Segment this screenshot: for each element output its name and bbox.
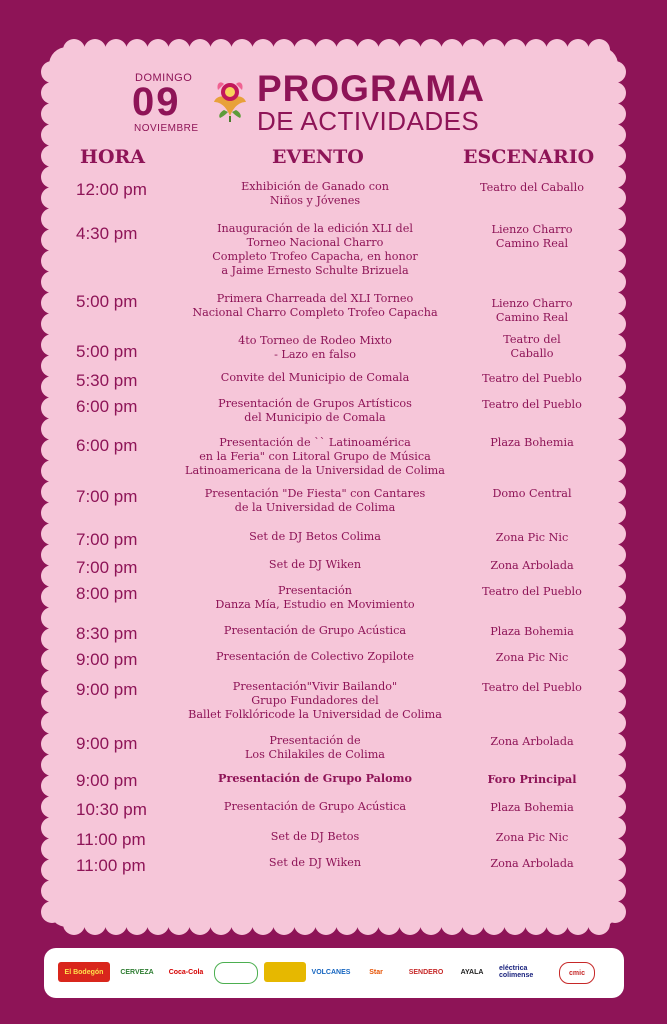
escenario-line: Plaza Bohemia <box>490 801 574 814</box>
escenario-line: Foro Principal <box>487 772 577 786</box>
column-header-escenario: ESCENARIO <box>463 146 595 168</box>
evento-line: Presentación de Grupos Artísticos <box>218 397 412 410</box>
escenario-line: Plaza Bohemia <box>490 436 574 449</box>
evento-line: 4to Torneo de Rodeo Mixto <box>238 334 392 347</box>
evento-cell <box>170 624 460 638</box>
escenario-cell <box>462 181 602 195</box>
month-label: NOVIEMBRE <box>134 123 199 134</box>
evento-line: - Lazo en falso <box>274 348 356 361</box>
escenario-cell <box>462 801 602 815</box>
escenario-line: Teatro del Pueblo <box>482 681 582 694</box>
escenario-line: Domo Central <box>492 487 572 500</box>
escenario-cell <box>462 333 602 361</box>
hora-cell: 9:00 pm <box>76 680 138 699</box>
evento-line: Presentación "De Fiesta" con Cantares <box>204 487 426 500</box>
evento-line: a Jaime Ernesto Schulte Brizuela <box>221 264 409 277</box>
escenario-line: Plaza Bohemia <box>490 625 574 638</box>
hora-cell: 5:30 pm <box>76 371 138 390</box>
escenario-cell <box>462 398 602 412</box>
escenario-line: Teatro del Pueblo <box>482 585 582 598</box>
escenario-line: Zona Arbolada <box>490 857 574 870</box>
hora-cell: 8:30 pm <box>76 624 138 643</box>
hora-cell: 7:00 pm <box>76 487 138 506</box>
evento-cell <box>170 558 460 572</box>
hora-cell: 8:00 pm <box>76 584 138 603</box>
evento-cell <box>170 436 460 478</box>
hora-cell: 5:00 pm <box>76 342 138 361</box>
hora-cell: 4:30 pm <box>76 224 138 243</box>
sponsor-logo <box>264 962 306 982</box>
sponsor-logo: CERVEZA <box>120 968 154 976</box>
hora-cell: 11:00 pm <box>76 830 146 849</box>
evento-line: Grupo Fundadores del <box>251 694 379 707</box>
evento-line: Presentación <box>277 584 352 597</box>
evento-line: Presentación de Grupo Acústica <box>223 624 407 637</box>
hora-cell: 9:00 pm <box>76 771 138 790</box>
hora-cell: 6:00 pm <box>76 436 138 455</box>
evento-cell <box>170 222 460 278</box>
hora-cell: 7:00 pm <box>76 530 138 549</box>
evento-line: Completo Trofeo Capacha, en honor <box>212 250 418 263</box>
flower-icon <box>206 76 254 124</box>
evento-line: Exhibición de Ganado con <box>241 180 389 193</box>
escenario-cell <box>462 223 602 251</box>
evento-line: del Municipio de Comala <box>244 411 386 424</box>
evento-cell <box>170 800 460 814</box>
escenario-cell <box>462 585 602 599</box>
escenario-line: Zona Arbolada <box>490 735 574 748</box>
escenario-line: Zona Arbolada <box>490 559 574 572</box>
evento-line: Los Chilakiles de Colima <box>245 748 385 761</box>
escenario-line: Teatro del <box>503 333 561 346</box>
sponsor-logo: AYALA <box>460 968 484 976</box>
hora-cell: 9:00 pm <box>76 650 138 669</box>
escenario-cell <box>462 857 602 871</box>
escenario-line: Zona Pic Nic <box>495 531 569 544</box>
evento-cell <box>170 734 460 762</box>
evento-cell <box>170 584 460 612</box>
sponsor-logo: eléctrica colimense <box>499 965 534 979</box>
evento-line: Danza Mía, Estudio en Movimiento <box>215 598 415 611</box>
sponsor-logo <box>214 962 258 984</box>
hora-cell: 12:00 pm <box>76 180 147 199</box>
hora-cell: 5:00 pm <box>76 292 138 311</box>
escenario-cell <box>462 372 602 386</box>
evento-line: Set de DJ Wiken <box>268 856 362 869</box>
evento-cell <box>170 487 460 515</box>
evento-cell <box>170 680 460 722</box>
escenario-line: Lienzo Charro <box>491 223 573 236</box>
sponsors-footer <box>44 948 624 998</box>
escenario-cell <box>462 436 602 450</box>
hora-cell: 6:00 pm <box>76 397 138 416</box>
escenario-cell <box>462 772 602 786</box>
evento-line: Presentación de <box>269 734 361 747</box>
escenario-line: Teatro del Pueblo <box>482 398 582 411</box>
weekday-label: DOMINGO <box>135 72 193 84</box>
evento-cell <box>170 856 460 870</box>
sponsor-logo: cmic <box>559 962 595 984</box>
escenario-cell <box>462 681 602 695</box>
escenario-line: Teatro del Caballo <box>480 181 584 194</box>
column-header-evento: EVENTO <box>272 146 364 168</box>
day-number: 09 <box>132 80 181 124</box>
evento-cell <box>170 771 460 785</box>
sponsor-logo: SENDERO <box>408 968 444 976</box>
evento-cell <box>170 334 460 362</box>
evento-line: Ballet Folklóricode la Universidad de Colima <box>188 708 442 721</box>
evento-line: Presentación de Colectivo Zopilote <box>215 650 415 663</box>
escenario-line: Zona Pic Nic <box>495 831 569 844</box>
evento-line: Presentación de Grupo Acústica <box>223 800 407 813</box>
hora-cell: 9:00 pm <box>76 734 138 753</box>
escenario-cell <box>462 487 602 501</box>
escenario-line: Teatro del Pueblo <box>482 372 582 385</box>
escenario-line: Camino Real <box>495 237 569 250</box>
escenario-cell <box>462 831 602 845</box>
escenario-cell <box>462 735 602 749</box>
evento-cell <box>170 830 460 844</box>
escenario-cell <box>462 297 602 325</box>
program-header <box>130 68 550 138</box>
hora-cell: 11:00 pm <box>76 856 146 875</box>
column-header-hora: HORA <box>80 146 146 168</box>
evento-line: Presentación"Vivir Bailando" <box>232 680 398 693</box>
evento-line: Latinoamericana de la Universidad de Colima <box>185 464 445 477</box>
evento-line: Niños y Jóvenes <box>269 194 361 207</box>
page-title: PROGRAMA <box>257 68 485 109</box>
escenario-line: Zona Pic Nic <box>495 651 569 664</box>
escenario-line: Camino Real <box>495 311 569 324</box>
sponsor-logo: El Bodegón <box>58 962 110 982</box>
evento-line: Nacional Charro Completo Trofeo Capacha <box>192 306 438 319</box>
evento-line: Set de DJ Betos <box>270 830 360 843</box>
evento-cell <box>170 371 460 385</box>
evento-line: Set de DJ Wiken <box>268 558 362 571</box>
evento-cell <box>170 180 460 208</box>
evento-line: de la Universidad de Colima <box>234 501 396 514</box>
evento-cell <box>170 530 460 544</box>
evento-line: Torneo Nacional Charro <box>246 236 384 249</box>
evento-line: Primera Charreada del XLI Torneo <box>216 292 414 305</box>
escenario-line: Caballo <box>510 347 554 360</box>
escenario-cell <box>462 531 602 545</box>
hora-cell: 7:00 pm <box>76 558 138 577</box>
evento-line: Set de DJ Betos Colima <box>249 530 381 543</box>
escenario-cell <box>462 625 602 639</box>
evento-line: Convite del Municipio de Comala <box>220 371 410 384</box>
evento-cell <box>170 292 460 320</box>
escenario-cell <box>462 559 602 573</box>
sponsor-logo: Star <box>369 968 383 976</box>
evento-line: Inauguración de la edición XLI del <box>217 222 413 235</box>
sponsor-logo: Coca-Cola <box>168 968 204 976</box>
escenario-line: Lienzo Charro <box>491 297 573 310</box>
sponsor-logo: VOLCANES <box>311 968 351 976</box>
evento-line: en la Feria" con Litoral Grupo de Música <box>199 450 431 463</box>
page-subtitle: DE ACTIVIDADES <box>257 106 480 136</box>
evento-line: Presentación de Grupo Palomo <box>218 771 412 785</box>
escenario-cell <box>462 651 602 665</box>
evento-line: Presentación de `` Latinoamérica <box>219 436 411 449</box>
evento-cell <box>170 650 460 664</box>
evento-cell <box>170 397 460 425</box>
hora-cell: 10:30 pm <box>76 800 147 819</box>
